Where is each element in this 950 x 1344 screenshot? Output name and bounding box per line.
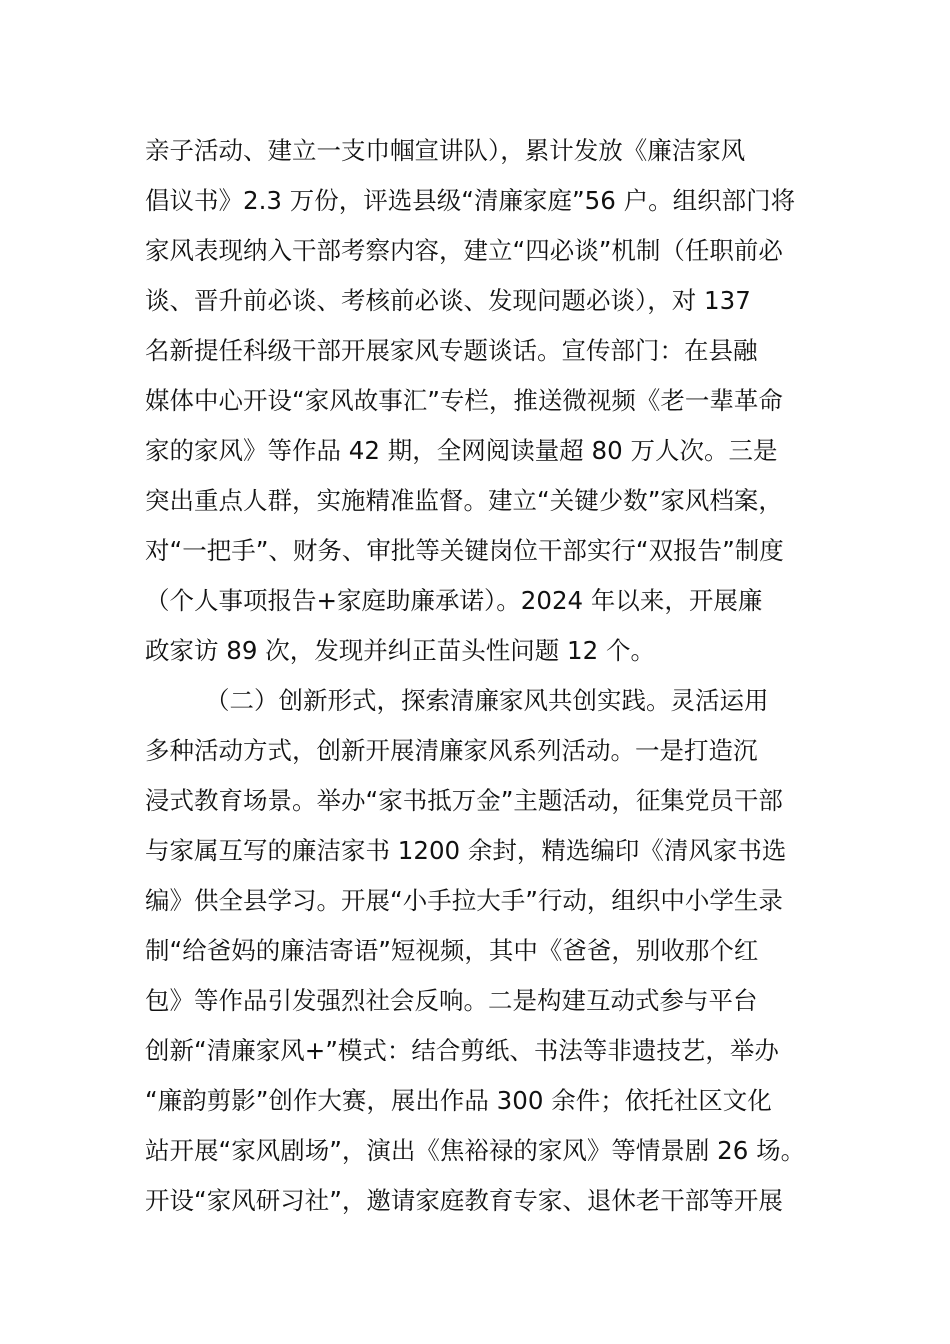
text-line-11: 政家访 89 次，发现并纠正苗头性问题 12 个。 bbox=[145, 636, 656, 665]
text-line-17: 制“给爸妈的廉洁寄语”短视频，其中《爸爸，别收那个红 bbox=[145, 936, 759, 965]
text-line-22: 开设“家风研习社”，邀请家庭教育专家、退休老干部等开展 bbox=[145, 1186, 783, 1215]
text-line-13: 多种活动方式，创新开展清廉家风系列活动。一是打造沉 bbox=[145, 736, 758, 765]
text-line-7: 家的家风》等作品 42 期，全网阅读量超 80 万人次。三是 bbox=[145, 436, 778, 465]
text-line-16: 编》供全县学习。开展“小手拉大手”行动，组织中小学生录 bbox=[145, 886, 783, 915]
text-line-14: 浸式教育场景。举办“家书抵万金”主题活动，征集党员干部 bbox=[145, 786, 783, 815]
text-line-18: 包》等作品引发强烈社会反响。二是构建互动式参与平台 bbox=[145, 986, 758, 1015]
text-line-6: 媒体中心开设“家风故事汇”专栏，推送微视频《老一辈革命 bbox=[145, 386, 783, 415]
text-line-3: 家风表现纳入干部考察内容，建立“四必谈”机制（任职前必 bbox=[145, 236, 783, 265]
text-line-1: 亲子活动、建立一支巾帼宣讲队），累计发放《廉洁家风 bbox=[145, 136, 746, 165]
text-line-19: 创新“清廉家风+”模式：结合剪纸、书法等非遗技艺，举办 bbox=[145, 1036, 779, 1065]
text-line-21: 站开展“家风剧场”，演出《焦裕禄的家风》等情景剧 26 场。 bbox=[145, 1136, 806, 1165]
text-line-2: 倡议书》2.3 万份，评选县级“清廉家庭”56 户。组织部门将 bbox=[145, 186, 796, 215]
text-line-10: （个人事项报告+家庭助廉承诺）。2024 年以来，开展廉 bbox=[145, 586, 763, 615]
text-line-15: 与家属互写的廉洁家书 1200 余封，精选编印《清风家书选 bbox=[145, 836, 787, 865]
text-line-9: 对“一把手”、财务、审批等关键岗位干部实行“双报告”制度 bbox=[145, 536, 784, 565]
section-heading-line: （二）创新形式，探索清廉家风共创实践。灵活运用 bbox=[205, 686, 769, 715]
text-line-20: “廉韵剪影”创作大赛，展出作品 300 余件；依托社区文化 bbox=[145, 1086, 772, 1115]
text-line-8: 突出重点人群，实施精准监督。建立“关键少数”家风档案， bbox=[145, 486, 783, 515]
text-line-4: 谈、晋升前必谈、考核前必谈、发现问题必谈），对 137 bbox=[145, 286, 751, 315]
text-line-5: 名新提任科级干部开展家风专题谈话。宣传部门：在县融 bbox=[145, 336, 758, 365]
